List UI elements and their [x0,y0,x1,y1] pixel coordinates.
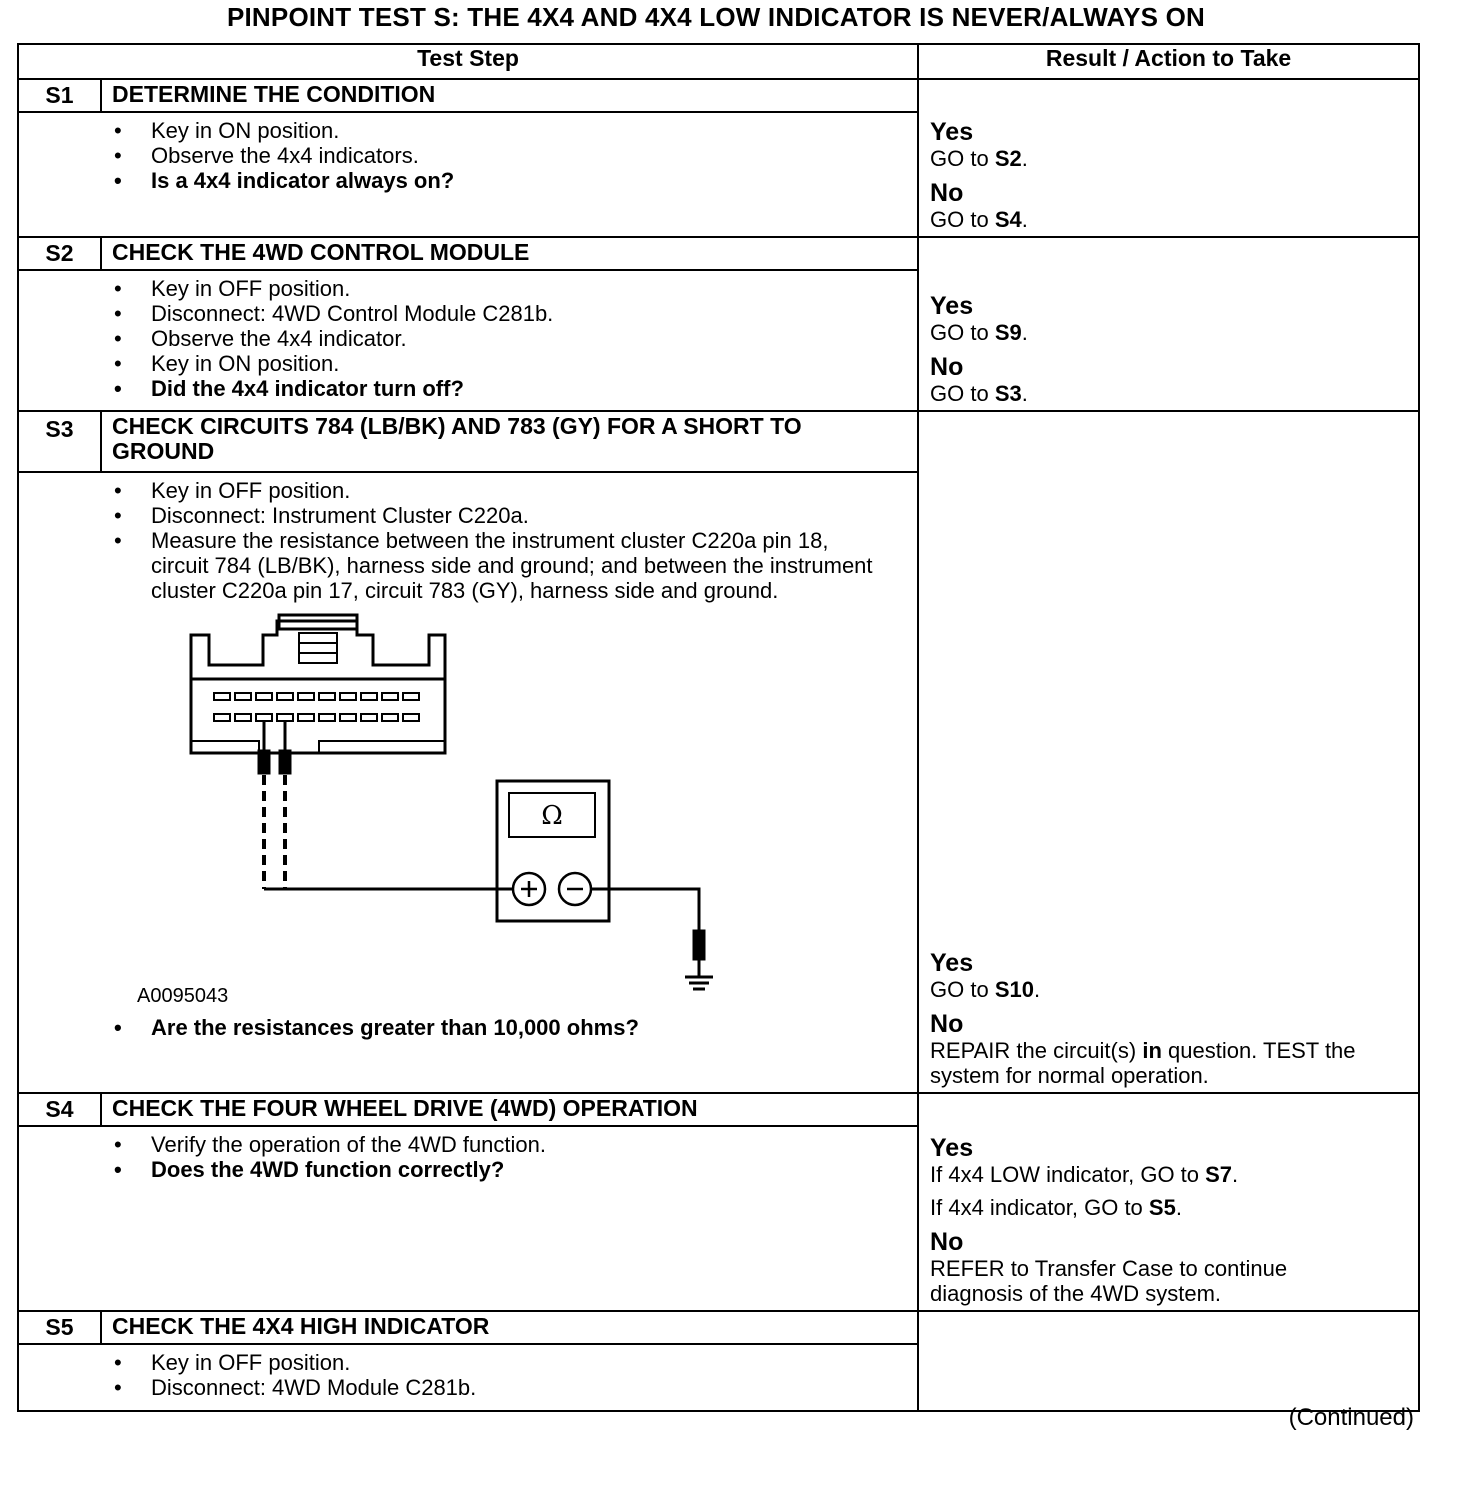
figure-id: A0095043 [137,985,229,1007]
step-heading: CHECK THE 4X4 HIGH INDICATOR [101,1311,918,1344]
yes-action-low: If 4x4 LOW indicator, GO to S7. [930,1162,1239,1187]
ohm-symbol: Ω [541,801,563,831]
bullet-item: • Observe the 4x4 indicators. [19,143,917,168]
step-question: • Is a 4x4 indicator always on? [19,168,917,193]
bullet-item: • Key in ON position. [19,118,917,143]
step-bullets [19,1132,917,1182]
step-bullets [19,276,917,401]
yes-action: GO to S9. [930,320,1028,345]
step-question: • Did the 4x4 indicator turn off? [19,376,917,401]
step-s2-heading-row [18,237,1419,270]
step-bullets [19,1015,917,1040]
bullet-item: • Key in OFF position. [19,1350,917,1375]
step-heading: CHECK CIRCUITS 784 (LB/BK) AND 783 (GY) FOR A SHORT TO GROUND [101,411,918,472]
pinpoint-test-table [17,43,1420,1412]
result-header: Result / Action to Take [918,44,1419,79]
step-id: S3 [18,411,101,472]
step-id: S5 [18,1311,101,1344]
step-s2-result [918,237,1419,411]
step-bullets [19,478,917,603]
yes-action: GO to S2. [930,146,1028,171]
step-s4-result [918,1093,1419,1311]
table-header-row [18,44,1419,79]
step-body [18,1344,918,1411]
ohmmeter [497,781,609,921]
yes-label: Yes [930,1134,974,1162]
bullet-item: • Measure the resistance between the instrument cluster C220a pin 18, circuit 784 (LB/BK), harness side and ground; and between the instrument cluster C220a pin 17, circuit 783 (GY), harness side and ground. [19,528,917,603]
no-label: No [930,1228,964,1256]
bullet-item: • Key in OFF position. [19,478,917,503]
step-heading: CHECK THE 4WD CONTROL MODULE [101,237,918,270]
step-bullets [19,118,917,193]
step-s3-heading-row [18,411,1419,472]
step-id: S4 [18,1093,101,1126]
bullet-item: • Disconnect: 4WD Module C281b. [19,1375,917,1400]
step-s3-result [918,411,1419,1093]
no-label: No [930,353,964,381]
test-step-header: Test Step [18,44,918,79]
no-action: REFER to Transfer Case to continue diagnosis of the 4WD system. [930,1256,1288,1306]
step-id: S2 [18,237,101,270]
yes-label: Yes [930,949,974,977]
no-action: GO to S4. [930,207,1028,232]
step-s1-heading-row [18,79,1419,112]
connector-ohmmeter-illustration [119,611,759,991]
step-s1-result [918,79,1419,237]
step-heading: CHECK THE FOUR WHEEL DRIVE (4WD) OPERATION [101,1093,918,1126]
step-id: S1 [18,79,101,112]
step-heading: DETERMINE THE CONDITION [101,79,918,112]
bullet-item: • Observe the 4x4 indicator. [19,326,917,351]
yes-action-high: If 4x4 indicator, GO to S5. [930,1195,1182,1220]
bullet-item: • Key in ON position. [19,351,917,376]
no-action: GO to S3. [930,381,1028,406]
step-s5-result [918,1311,1419,1411]
bullet-item: • Disconnect: 4WD Control Module C281b. [19,301,917,326]
resistance-measurement-diagram [19,603,917,1015]
step-bullets [19,1350,917,1400]
step-question: • Does the 4WD function correctly? [19,1157,917,1182]
no-action: REPAIR the circuit(s) in question. TEST the system for normal operation. [930,1038,1356,1088]
step-s5-heading-row [18,1311,1419,1344]
step-body [18,1126,918,1311]
step-question: • Are the resistances greater than 10,000 ohms? [19,1015,917,1040]
yes-action: GO to S10. [930,977,1041,1002]
step-body [18,472,918,1093]
connector-pin-cavities [214,693,419,721]
test-leads [259,721,713,989]
bullet-item: • Disconnect: Instrument Cluster C220a. [19,503,917,528]
yes-label: Yes [930,118,974,146]
page-title: PINPOINT TEST S: THE 4X4 AND 4X4 LOW INDICATOR IS NEVER/ALWAYS ON [226,2,1206,32]
no-label: No [930,179,964,207]
bullet-item: • Key in OFF position. [19,276,917,301]
step-body [18,112,918,237]
bullet-item: • Verify the operation of the 4WD function. [19,1132,917,1157]
no-label: No [930,1010,964,1038]
continued-note: (Continued) [1288,1404,1414,1431]
yes-label: Yes [930,292,974,320]
step-s4-heading-row [18,1093,1419,1126]
step-body [18,270,918,411]
